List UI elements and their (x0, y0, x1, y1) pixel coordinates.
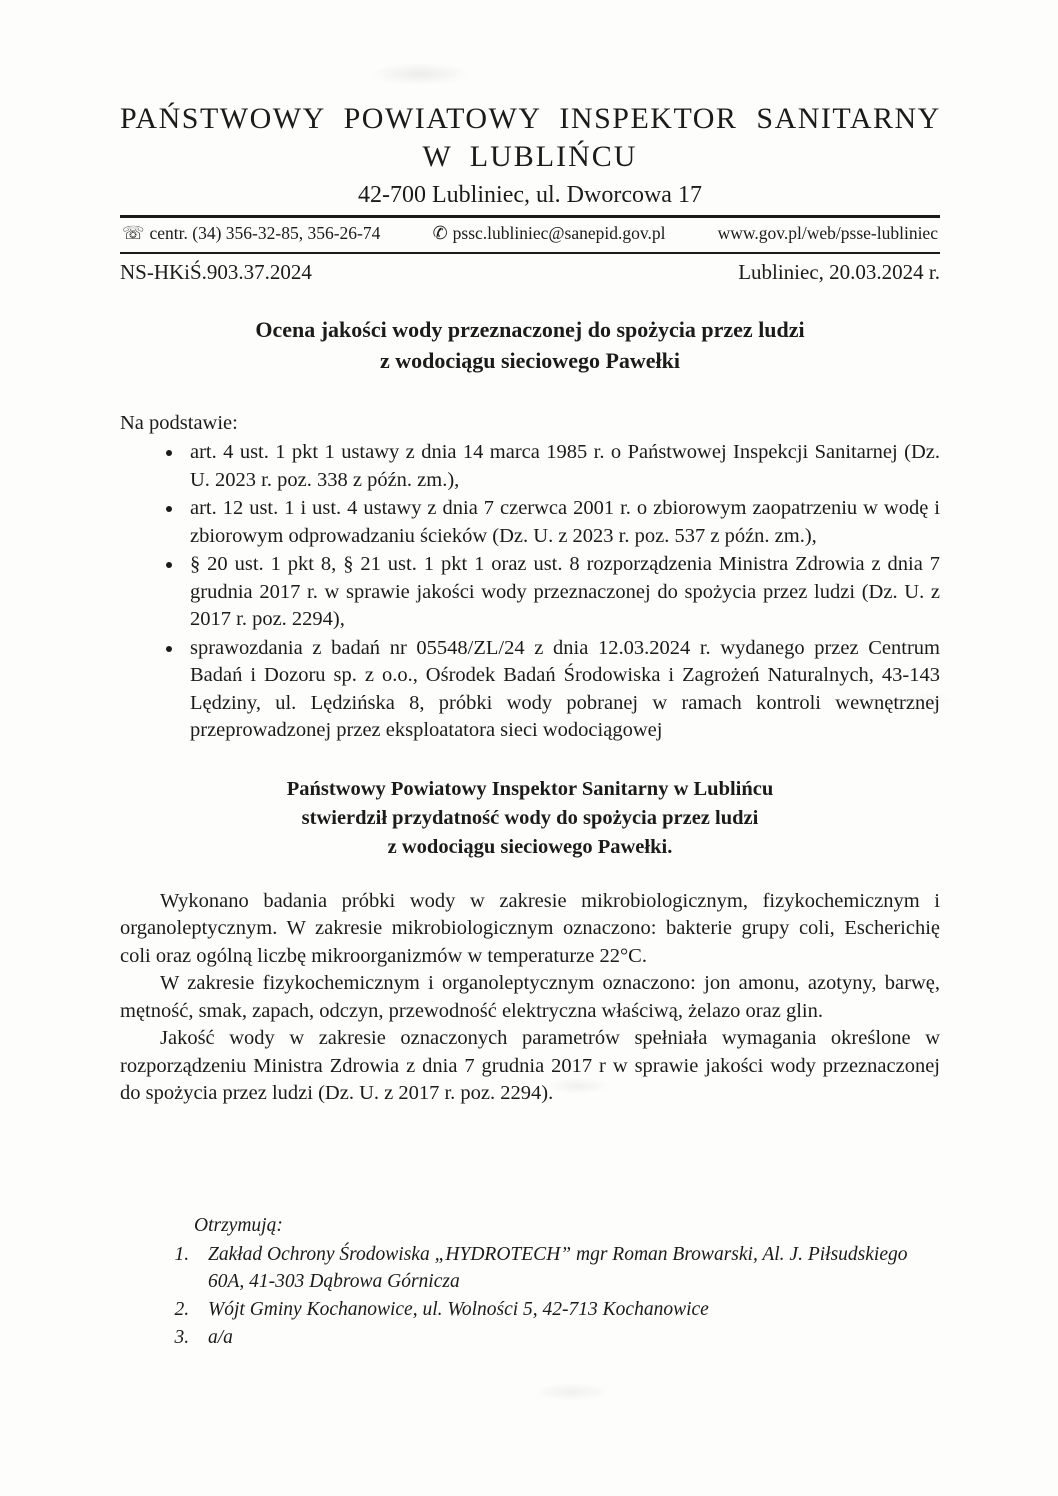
body-paragraph: W zakresie fizykochemicznym i organoleptycznym oznaczono: jon amonu, azotyny, barwę, mętność, smak, zapach, odczyn, przewodność elektryczna właściwą, żelazo oraz glin. (120, 972, 940, 1022)
body-paragraph: Wykonano badania próbki wody w zakresie mikrobiologicznym, fizykochemicznym i organoleptycznym. W zakresie mikrobiologicznym oznaczono: bakterie grupy coli, Escherichię coli oraz ogólną liczbę mikroorganizmów w temperaturze 22°C. (120, 889, 940, 967)
basis-item: • § 20 ust. 1 pkt 8, § 21 ust. 1 pkt 1 oraz ust. 8 rozporządzenia Ministra Zdrowia z dnia 7 grudnia 2017 r. w sprawie jakości wody przeznaczonej do spożycia przez ludzi (Dz. U. z 2017 r. poz. 2294), (184, 551, 940, 634)
reference-row (120, 258, 940, 286)
basis-item: • art. 4 ust. 1 pkt 1 ustawy z dnia 14 marca 1985 r. o Państwowej Inspekcji Sanitarnej (Dz. U. 2023 r. poz. 338 z późn. zm.), (184, 439, 940, 494)
telephone-receiver-icon: ✆ (432, 223, 448, 243)
decision-statement-line3: z wodociągu sieciowego Pawełki. (387, 835, 673, 858)
distribution-list (120, 1241, 940, 1351)
phone-icon: ☏ (122, 223, 145, 243)
decision-statement (120, 775, 940, 862)
org-name-line1: PAŃSTWOWY POWIATOWY INSPEKTOR SANITARNY (120, 102, 941, 135)
document-title-line2: z wodociągu sieciowego Pawełki (379, 348, 681, 373)
document-title-line1: Ocena jakości wody przeznaczonej do spożycia przez ludzi (255, 317, 805, 342)
distribution-item: 1. Zakład Ochrony Środowiska „HYDROTECH” mgr Roman Browarski, Al. J. Piłsudskiego 60A, 41-303 Dąbrowa Górnicza (194, 1241, 940, 1295)
phone-number: centr. (34) 356-32-85, 356-26-74 (149, 223, 381, 243)
divider-bottom (120, 252, 940, 254)
org-name-line2: W LUBLIŃCU (422, 140, 638, 173)
email-address: pssc.lubliniec@sanepid.gov.pl (452, 223, 666, 243)
email-contact (433, 221, 666, 245)
distribution-item: 3. a/a (194, 1324, 940, 1351)
org-address: 42-700 Lubliniec, ul. Dworcowa 17 (358, 182, 702, 208)
decision-statement-line2: stwierdził przydatność wody do spożycia przez ludzi (301, 806, 759, 829)
website-url: www.gov.pl/web/psse-lubliniec (717, 223, 938, 243)
document-title (120, 314, 940, 376)
basis-intro: Na podstawie: (120, 412, 238, 434)
basis-item: • sprawozdania z badań nr 05548/ZL/24 z dnia 12.03.2024 r. wydanego przez Centrum Badań i Dozoru sp. z o.o., Ośrodek Badań Środowiska i Zagrożeń Naturalnych, 43-143 Lędziny, ul. Lędzińska 8, próbki wody pobranej w ramach kontroli wewnętrznej przeprowadzonej przez eksploatatora sieci wodociągowej (184, 635, 940, 745)
distribution-heading: Otrzymują: (194, 1214, 283, 1236)
case-number: NS-HKiŚ.903.37.2024 (120, 260, 312, 284)
basis-item: • art. 12 ust. 1 i ust. 4 ustawy z dnia 7 czerwca 2001 r. o zbiorowym zaopatrzeniu w wodę i zbiorowym odprowadzaniu ścieków (Dz. U. z 2023 r. poz. 537 z późn. zm.), (184, 495, 940, 550)
basis-list (120, 439, 940, 745)
body-text (120, 888, 940, 1108)
letterhead (120, 100, 940, 210)
body-paragraph: Jakość wody w zakresie oznaczonych parametrów spełniała wymagania określone w rozporządzeniu Ministra Zdrowia z dnia 7 grudnia 2017 r w sprawie jakości wody przeznaczonej do spożycia przez ludzi (Dz. U. z 2017 r. poz. 2294). (120, 1027, 940, 1104)
phone-contact (122, 221, 380, 245)
distribution-section (120, 1212, 940, 1351)
distribution-item: 2. Wójt Gminy Kochanowice, ul. Wolności 5, 42-713 Kochanowice (194, 1296, 940, 1323)
contact-row (120, 218, 940, 247)
decision-statement-line1: Państwowy Powiatowy Inspektor Sanitarny w Lublińcu (286, 777, 774, 800)
place-date: Lubliniec, 20.03.2024 r. (738, 260, 940, 284)
